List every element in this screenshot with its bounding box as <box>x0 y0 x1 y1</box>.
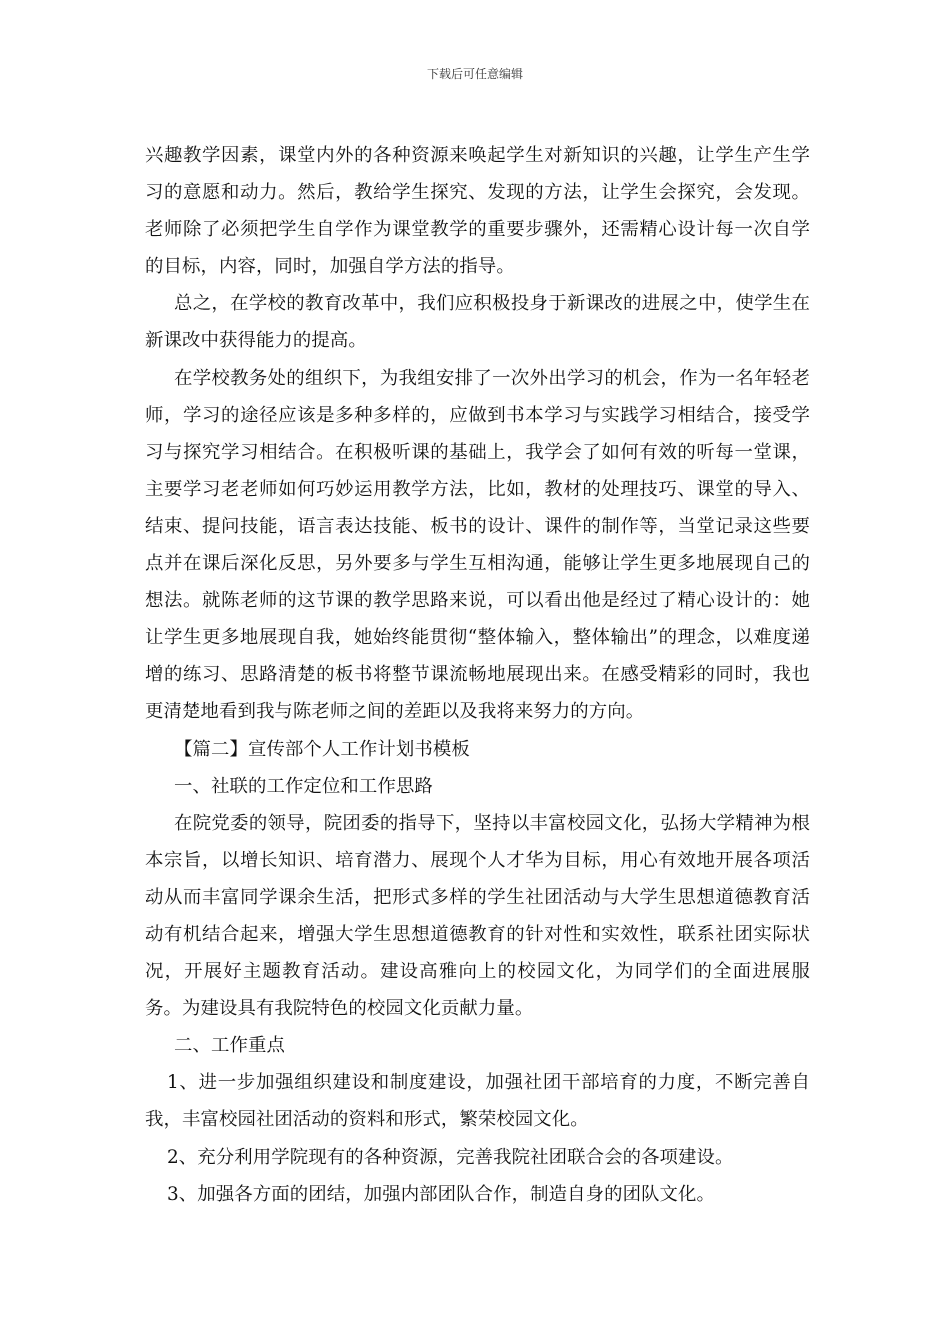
paragraph-study-trip: 在学校教务处的组织下，为我组安排了一次外出学习的机会，作为一名年轻老师，学习的途径应该是多种多样的，应做到书本学习与实践学习相结合，接受学习与探究学习相结合。在积极听课的基础上，我学会了如何有效的听每一堂课，主要学习老老师如何巧妙运用教学方法，比如，教材的处理技巧、课堂的导入、结束、提问技能，语言表达技能、板书的设计、课件的制作等，当堂记录这些要点并在课后深化反思，另外要多与学生互相沟通，能够让学生更多地展现自己的想法。就陈老师的这节课的教学思路来说，可以看出他是经过了精心设计的：她让学生更多地展现自我，她始终能贯彻“整体输入，整体输出”的理念，以难度递增的练习、思路清楚的板书将整节课流畅地展现出来。在感受精彩的同时，我也更清楚地看到我与陈老师之间的差距以及我将来努力的方向。 <box>145 367 810 723</box>
paragraph-positioning: 在院党委的领导，院团委的指导下，坚持以丰富校园文化，弘扬大学精神为根本宗旨，以增长知识、培育潜力、展现个人才华为目标，用心有效地开展各项活动从而丰富同学课余生活，把形式多样的学生社团活动与大学生思想道德教育活动有机结合起来，增强大学生思想道德教育的针对性和实效性，联系社团实际状况，开展好主题教育活动。建设高雅向上的校园文化，为同学们的全面进展服务。为建设具有我院特色的校园文化贡献力量。 <box>145 812 810 1020</box>
page-header: 下载后可任意编辑 <box>426 67 523 81</box>
section-heading-positioning: 一、社联的工作定位和工作思路 <box>174 775 433 797</box>
list-item-2: 2、充分利用学院现有的各种资源，完善我院社团联合会的各项建设。 <box>167 1146 734 1168</box>
section-heading-key-work: 二、工作重点 <box>174 1035 285 1057</box>
paragraph-summary: 总之，在学校的教育改革中，我们应积极投身于新课改的进展之中，使学生在新课改中获得能力的提高。 <box>145 293 810 352</box>
list-item-3: 3、加强各方面的团结，加强内部团队合作，制造自身的团队文化。 <box>167 1183 716 1205</box>
list-item-1: 1、进一步加强组织建设和制度建设，加强社团干部培育的力度，不断完善自我，丰富校园社团活动的资料和形式，繁荣校园文化。 <box>145 1072 810 1131</box>
document-body <box>145 137 810 1213</box>
section-title-part-two: 【篇二】宣传部个人工作计划书模板 <box>174 738 470 760</box>
paragraph-continuation: 兴趣教学因素，课堂内外的各种资源来唤起学生对新知识的兴趣，让学生产生学习的意愿和动力。然后，教给学生探究、发现的方法，让学生会探究，会发现。老师除了必须把学生自学作为课堂教学的重要步骤外，还需精心设计每一次自学的目标，内容，同时，加强自学方法的指导。 <box>145 145 810 278</box>
